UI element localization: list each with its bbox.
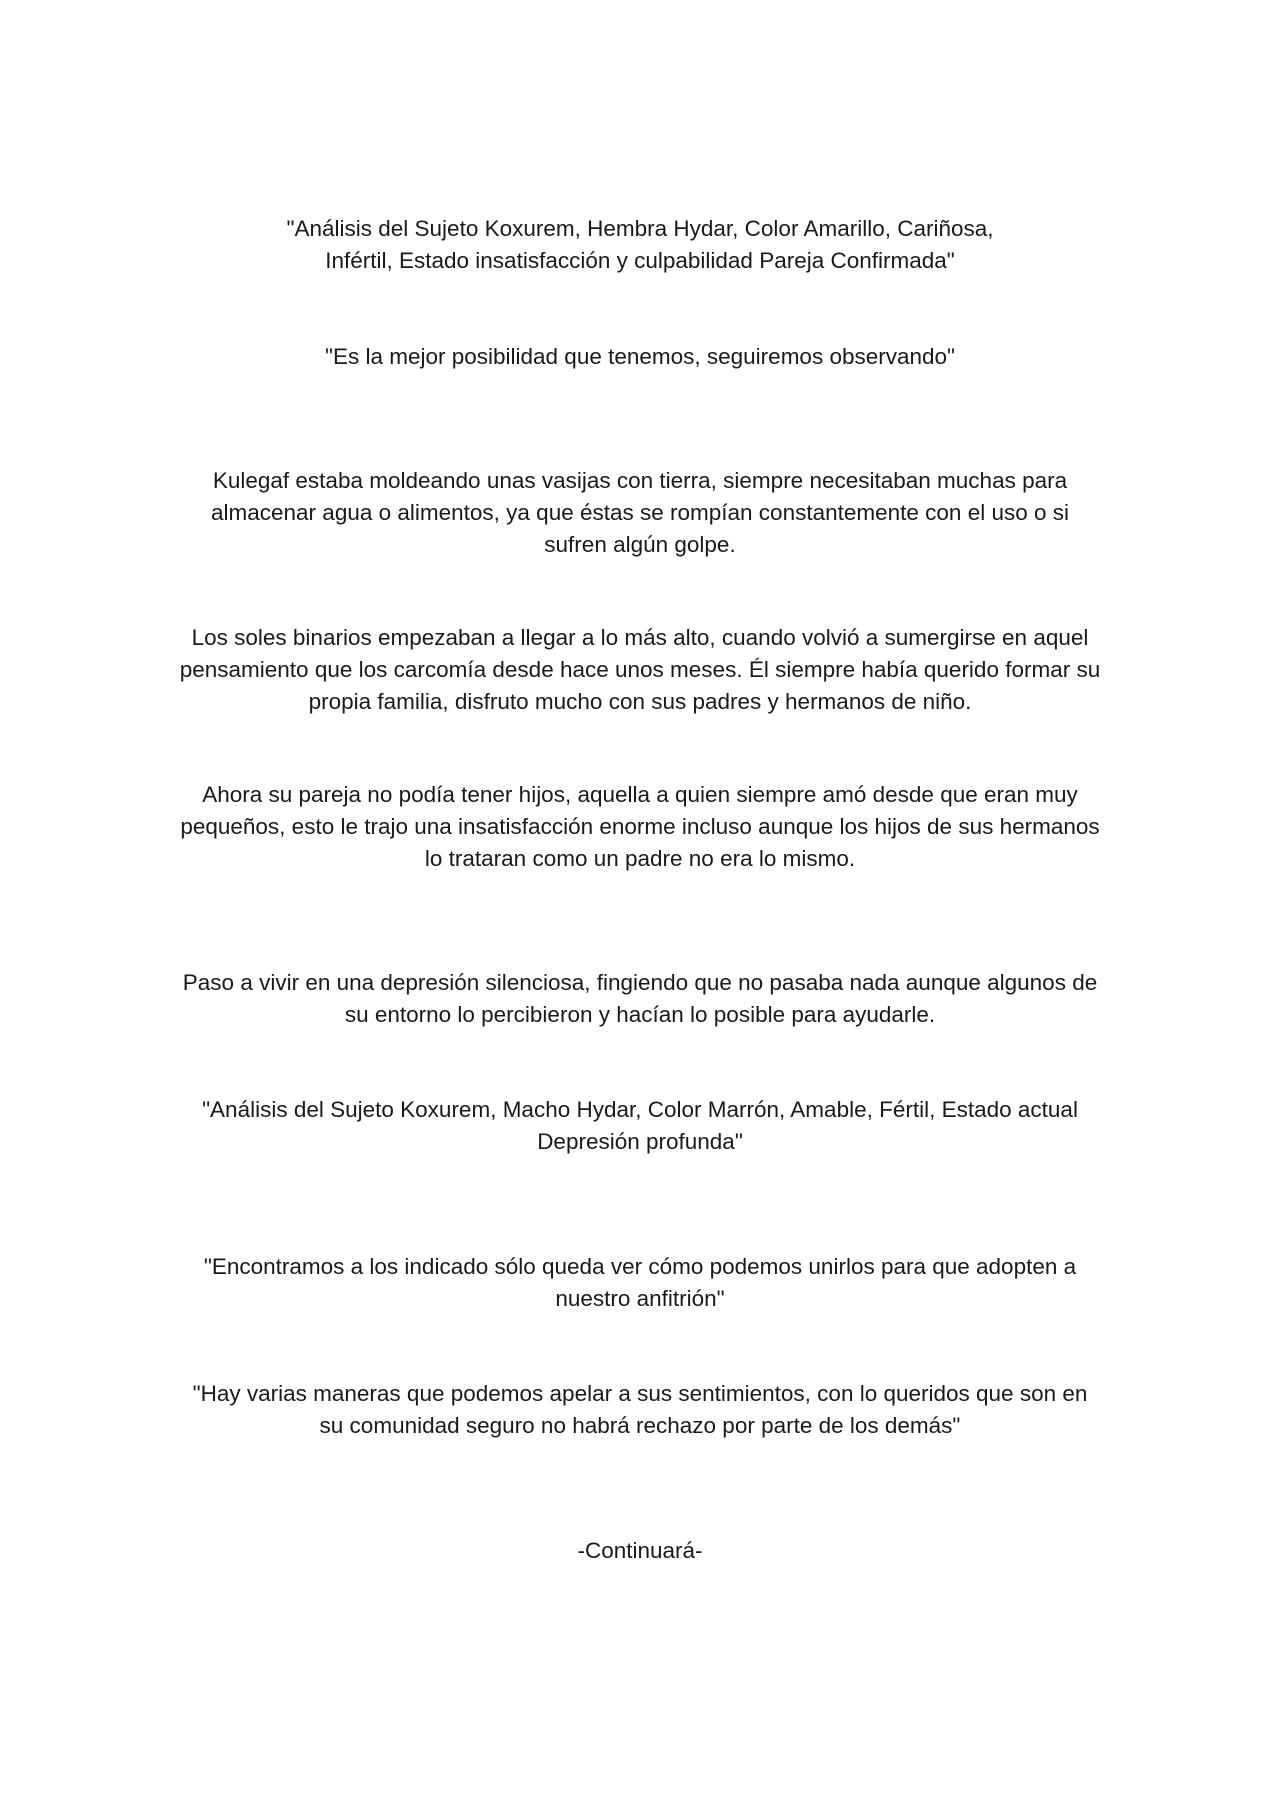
kulegaf-pottery-paragraph (140, 465, 1140, 561)
found-them-quote (140, 1251, 1140, 1315)
appeal-feelings-quote (140, 1378, 1140, 1442)
analysis-male-quote (140, 1094, 1140, 1158)
text-line: Depresión profunda" (537, 1129, 743, 1154)
text-line: pequeños, esto le trajo una insatisfacción enorme incluso aunque los hijos de sus hermanos (180, 814, 1100, 839)
text-line: Ahora su pareja no podía tener hijos, aquella a quien siempre amó desde que eran muy (202, 782, 1078, 807)
partner-infertile-paragraph (140, 779, 1140, 875)
text-line: su comunidad seguro no habrá rechazo por parte de los demás" (319, 1413, 961, 1438)
text-line: su entorno lo percibieron y hacían lo posible para ayudarle. (344, 1002, 936, 1027)
analysis-female-quote (140, 213, 1140, 277)
text-line: -Continuará- (577, 1538, 703, 1563)
text-line: sufren algún golpe. (544, 532, 736, 557)
text-line: "Es la mejor posibilidad que tenemos, seguiremos observando" (324, 344, 956, 369)
text-line: pensamiento que los carcomía desde hace unos meses. Él siempre había querido formar su (179, 657, 1101, 682)
best-possibility-quote (140, 341, 1140, 373)
text-line: "Análisis del Sujeto Koxurem, Hembra Hydar, Color Amarillo, Cariñosa, (286, 216, 994, 241)
text-line: lo trataran como un padre no era lo mismo. (424, 846, 856, 871)
text-line: Infértil, Estado insatisfacción y culpabilidad Pareja Confirmada" (325, 248, 955, 273)
text-line: nuestro anfitrión" (555, 1286, 725, 1311)
text-line: Los soles binarios empezaban a llegar a lo más alto, cuando volvió a sumergirse en aquel (191, 625, 1089, 650)
text-line: almacenar agua o alimentos, ya que éstas se rompían constantemente con el uso o si (211, 500, 1069, 525)
text-line: "Análisis del Sujeto Koxurem, Macho Hydar, Color Marrón, Amable, Fértil, Estado actual (202, 1097, 1078, 1122)
continuara-footer (140, 1535, 1140, 1567)
silent-depression-paragraph (140, 967, 1140, 1031)
binary-suns-paragraph (140, 622, 1140, 718)
text-line: propia familia, disfruto mucho con sus padres y hermanos de niño. (308, 689, 972, 714)
text-line: "Encontramos a los indicado sólo queda ver cómo podemos unirlos para que adopten a (203, 1254, 1077, 1279)
text-line: Kulegaf estaba moldeando unas vasijas con tierra, siempre necesitaban muchas para (212, 468, 1068, 493)
text-line: Paso a vivir en una depresión silenciosa, fingiendo que no pasaba nada aunque algunos de (182, 970, 1098, 995)
text-line: "Hay varias maneras que podemos apelar a sus sentimientos, con lo queridos que son en (192, 1381, 1088, 1406)
